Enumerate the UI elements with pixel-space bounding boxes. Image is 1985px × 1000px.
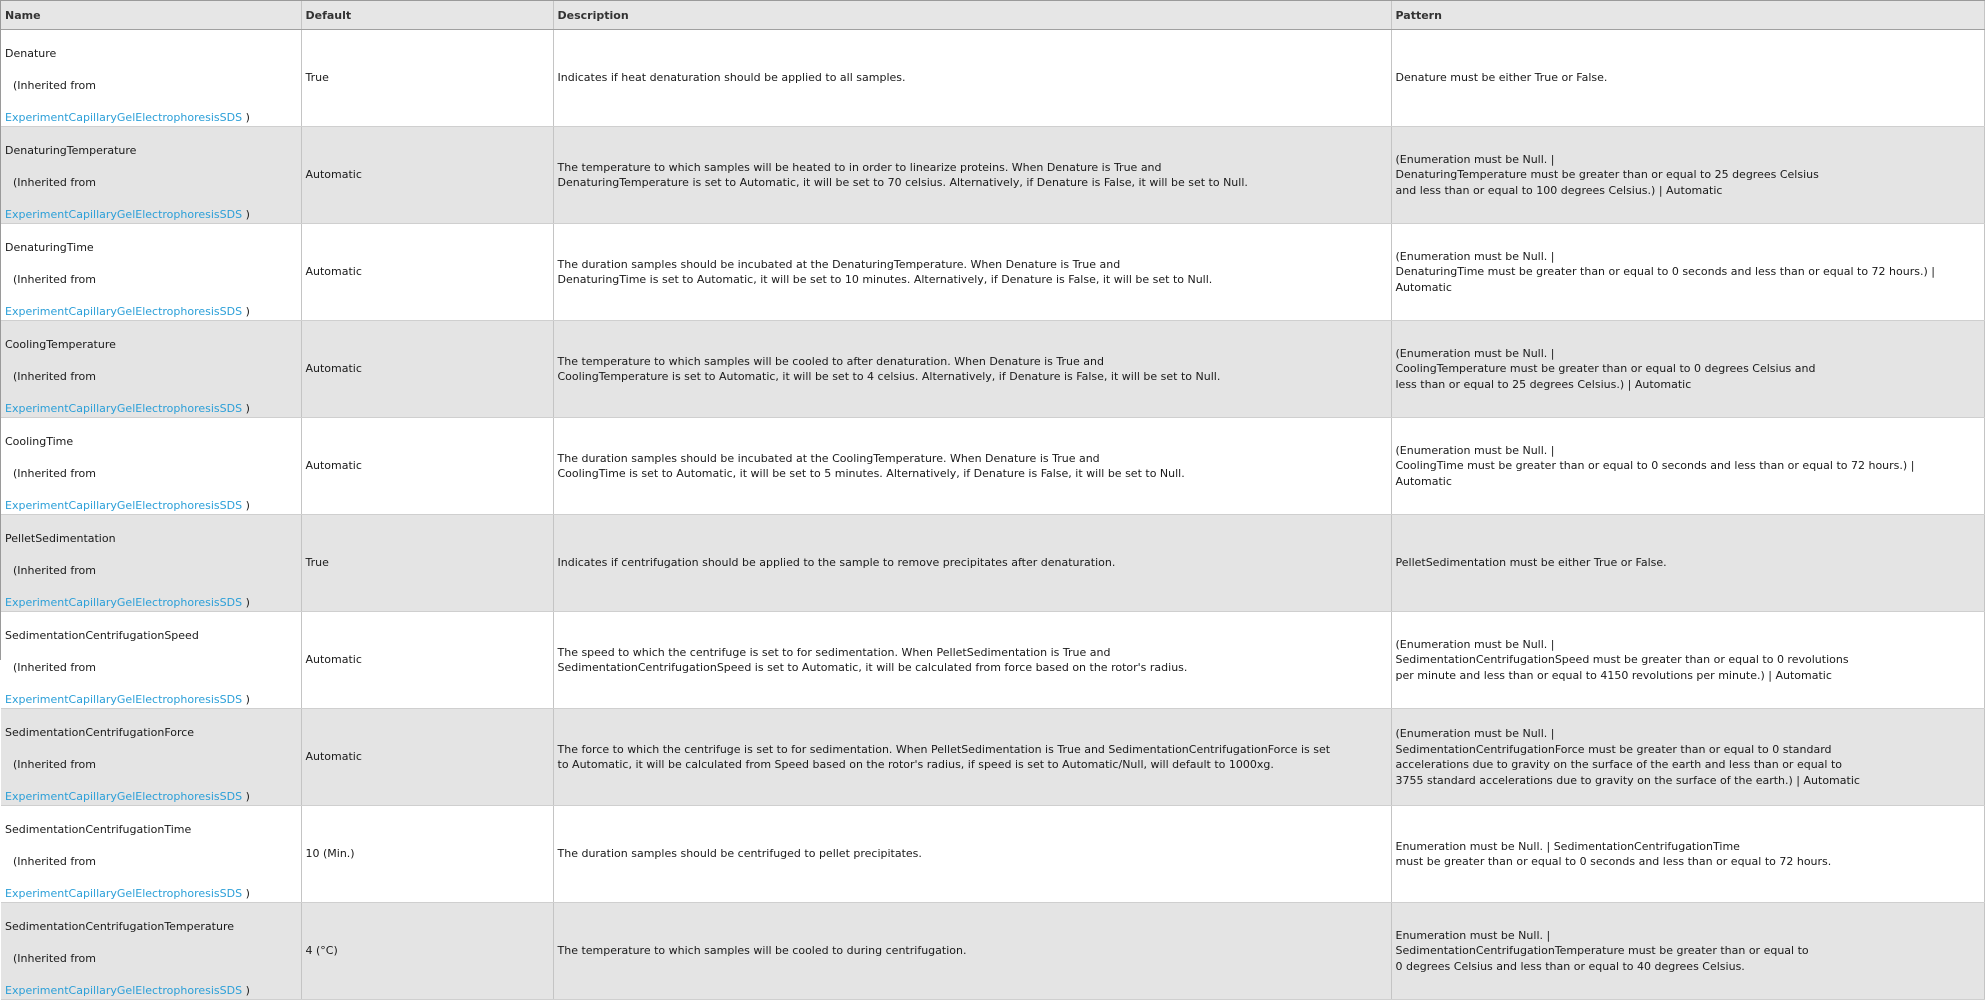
- inherited-note: [5, 175, 297, 191]
- inherited-source-link[interactable]: ExperimentCapillaryGelElectrophoresisSDS: [5, 208, 243, 221]
- option-name-cell: [1, 127, 301, 224]
- inherited-source-line: [5, 984, 250, 997]
- table-row: [1, 30, 1984, 127]
- inherited-prefix: (Inherited from: [13, 467, 96, 480]
- pattern-cell: PelletSedimentation must be either True or False.: [1391, 515, 1984, 612]
- table-header-row: [1, 1, 1984, 30]
- inherited-prefix: (Inherited from: [13, 661, 96, 674]
- inherited-suffix: ): [242, 208, 250, 221]
- pattern-cell: (Enumeration must be Null. | SedimentationCentrifugationSpeed must be greater than or equal to 0 revolutions per minute and less than or equal to 4150 revolutions per minute.) | Automatic: [1391, 612, 1984, 709]
- inherited-source-link[interactable]: ExperimentCapillaryGelElectrophoresisSDS: [5, 693, 243, 706]
- description-cell: The force to which the centrifuge is set to for sedimentation. When PelletSedimentation is True and SedimentationCentrifugationForce is set to Automatic, it will be calculated from Speed based on the rotor's radius, if speed is set to Automatic/Null, will default to 1000xg.: [553, 709, 1391, 806]
- inherited-suffix: ): [242, 984, 250, 997]
- inherited-suffix: ): [242, 402, 250, 415]
- pattern-cell: Enumeration must be Null. | SedimentationCentrifugationTemperature must be greater than or equal to 0 degrees Celsius and less than or equal to 40 degrees Celsius.: [1391, 903, 1984, 1000]
- inherited-source-line: [5, 790, 250, 803]
- option-name: SedimentationCentrifugationSpeed: [5, 629, 199, 642]
- option-name-cell: [1, 321, 301, 418]
- inherited-prefix: (Inherited from: [13, 952, 96, 965]
- default-value-cell: Automatic: [301, 709, 553, 806]
- description-cell: The duration samples should be incubated at the CoolingTemperature. When Denature is True and CoolingTime is set to Automatic, it will be set to 5 minutes. Alternatively, if Denature is False, it will be set to Null.: [553, 418, 1391, 515]
- option-name: CoolingTime: [5, 435, 74, 448]
- option-name-cell: [1, 903, 301, 1000]
- option-name: PelletSedimentation: [5, 532, 116, 545]
- default-value-cell: 10 (Min.): [301, 806, 553, 903]
- column-header-description[interactable]: Description: [553, 1, 1391, 30]
- inherited-source-link[interactable]: ExperimentCapillaryGelElectrophoresisSDS: [5, 499, 243, 512]
- inherited-source-line: [5, 208, 250, 221]
- description-cell: The duration samples should be centrifuged to pellet precipitates.: [553, 806, 1391, 903]
- inherited-prefix: (Inherited from: [13, 855, 96, 868]
- default-value-cell: Automatic: [301, 612, 553, 709]
- inherited-suffix: ): [242, 887, 250, 900]
- option-name-cell: [1, 224, 301, 321]
- option-name: SedimentationCentrifugationForce: [5, 726, 195, 739]
- pattern-cell: Enumeration must be Null. | SedimentationCentrifugationTime must be greater than or equal to 0 seconds and less than or equal to 72 hours.: [1391, 806, 1984, 903]
- inherited-note: [5, 466, 297, 482]
- table-row: [1, 612, 1984, 709]
- inherited-source-link[interactable]: ExperimentCapillaryGelElectrophoresisSDS: [5, 790, 243, 803]
- inherited-note: [5, 272, 297, 288]
- column-header-pattern[interactable]: Pattern: [1391, 1, 1984, 30]
- option-name: SedimentationCentrifugationTemperature: [5, 920, 234, 933]
- inherited-source-line: [5, 402, 250, 415]
- inherited-source-line: [5, 111, 250, 124]
- pattern-cell: (Enumeration must be Null. | DenaturingTime must be greater than or equal to 0 seconds and less than or equal to 72 hours.) | Automatic: [1391, 224, 1984, 321]
- inherited-prefix: (Inherited from: [13, 79, 96, 92]
- inherited-suffix: ): [242, 596, 250, 609]
- inherited-source-link[interactable]: ExperimentCapillaryGelElectrophoresisSDS: [5, 596, 243, 609]
- description-cell: The temperature to which samples will be cooled to after denaturation. When Denature is True and CoolingTemperature is set to Automatic, it will be set to 4 celsius. Alternatively, if Denature is False, it will be set to Null.: [553, 321, 1391, 418]
- inherited-source-line: [5, 693, 250, 706]
- pattern-cell: (Enumeration must be Null. | CoolingTemperature must be greater than or equal to 0 degrees Celsius and less than or equal to 25 degrees Celsius.) | Automatic: [1391, 321, 1984, 418]
- default-value-cell: 4 (°C): [301, 903, 553, 1000]
- inherited-source-link[interactable]: ExperimentCapillaryGelElectrophoresisSDS: [5, 887, 243, 900]
- default-value-cell: Automatic: [301, 224, 553, 321]
- inherited-source-line: [5, 596, 250, 609]
- default-value-cell: True: [301, 515, 553, 612]
- default-value-cell: Automatic: [301, 418, 553, 515]
- table-row: [1, 321, 1984, 418]
- option-name-cell: [1, 30, 301, 127]
- inherited-source-line: [5, 887, 250, 900]
- default-value-cell: Automatic: [301, 321, 553, 418]
- description-cell: The temperature to which samples will be heated to in order to linearize proteins. When Denature is True and DenaturingTemperature is set to Automatic, it will be set to 70 celsius. Alternatively, if Denature is False, it will be set to Null.: [553, 127, 1391, 224]
- option-name-cell: [1, 709, 301, 806]
- option-name: DenaturingTemperature: [5, 144, 137, 157]
- option-name-cell: [1, 612, 301, 709]
- inherited-prefix: (Inherited from: [13, 273, 96, 286]
- description-cell: The duration samples should be incubated at the DenaturingTemperature. When Denature is True and DenaturingTime is set to Automatic, it will be set to 10 minutes. Alternatively, if Denature is False, it will be set to Null.: [553, 224, 1391, 321]
- description-cell: Indicates if heat denaturation should be applied to all samples.: [553, 30, 1391, 127]
- description-cell: The temperature to which samples will be cooled to during centrifugation.: [553, 903, 1391, 1000]
- option-name: DenaturingTime: [5, 241, 94, 254]
- table-row: [1, 418, 1984, 515]
- pattern-cell: (Enumeration must be Null. | DenaturingTemperature must be greater than or equal to 25 degrees Celsius and less than or equal to 100 degrees Celsius.) | Automatic: [1391, 127, 1984, 224]
- option-name-cell: [1, 515, 301, 612]
- inherited-suffix: ): [242, 499, 250, 512]
- inherited-prefix: (Inherited from: [13, 758, 96, 771]
- option-name: SedimentationCentrifugationTime: [5, 823, 192, 836]
- inherited-source-link[interactable]: ExperimentCapillaryGelElectrophoresisSDS: [5, 111, 243, 124]
- inherited-note: [5, 854, 297, 870]
- inherited-source-link[interactable]: ExperimentCapillaryGelElectrophoresisSDS: [5, 984, 243, 997]
- table-row: [1, 515, 1984, 612]
- pattern-cell: Denature must be either True or False.: [1391, 30, 1984, 127]
- inherited-prefix: (Inherited from: [13, 176, 96, 189]
- option-name-cell: [1, 806, 301, 903]
- inherited-note: [5, 369, 297, 385]
- inherited-suffix: ): [242, 305, 250, 318]
- inherited-note: [5, 563, 297, 579]
- description-cell: The speed to which the centrifuge is set to for sedimentation. When PelletSedimentation is True and SedimentationCentrifugationSpeed is set to Automatic, it will be calculated from force based on the rotor's radius.: [553, 612, 1391, 709]
- options-table: [1, 1, 1985, 1000]
- inherited-note: [5, 757, 297, 773]
- inherited-prefix: (Inherited from: [13, 370, 96, 383]
- pattern-cell: (Enumeration must be Null. | CoolingTime must be greater than or equal to 0 seconds and less than or equal to 72 hours.) | Automatic: [1391, 418, 1984, 515]
- inherited-source-line: [5, 499, 250, 512]
- default-value-cell: Automatic: [301, 127, 553, 224]
- inherited-suffix: ): [242, 111, 250, 124]
- inherited-source-line: [5, 305, 250, 318]
- table-row: [1, 806, 1984, 903]
- default-value-cell: True: [301, 30, 553, 127]
- inherited-note: [5, 951, 297, 967]
- pattern-cell: (Enumeration must be Null. | SedimentationCentrifugationForce must be greater than or equal to 0 standard accelerations due to gravity on the surface of the earth and less than or equal to 3755 standard accelerations due to gravity on the surface of the earth.) | Automatic: [1391, 709, 1984, 806]
- inherited-note: [5, 660, 297, 676]
- description-cell: Indicates if centrifugation should be applied to the sample to remove precipitates after denaturation.: [553, 515, 1391, 612]
- option-name: CoolingTemperature: [5, 338, 116, 351]
- column-header-name[interactable]: Name: [1, 1, 301, 30]
- inherited-source-link[interactable]: ExperimentCapillaryGelElectrophoresisSDS: [5, 305, 243, 318]
- inherited-suffix: ): [242, 693, 250, 706]
- column-header-default[interactable]: Default: [301, 1, 553, 30]
- table-row: [1, 903, 1984, 1000]
- inherited-prefix: (Inherited from: [13, 564, 96, 577]
- table-row: [1, 127, 1984, 224]
- inherited-note: [5, 78, 297, 94]
- inherited-source-link[interactable]: ExperimentCapillaryGelElectrophoresisSDS: [5, 402, 243, 415]
- inherited-suffix: ): [242, 790, 250, 803]
- option-name-cell: [1, 418, 301, 515]
- option-name: Denature: [5, 47, 57, 60]
- table-row: [1, 709, 1984, 806]
- table-row: [1, 224, 1984, 321]
